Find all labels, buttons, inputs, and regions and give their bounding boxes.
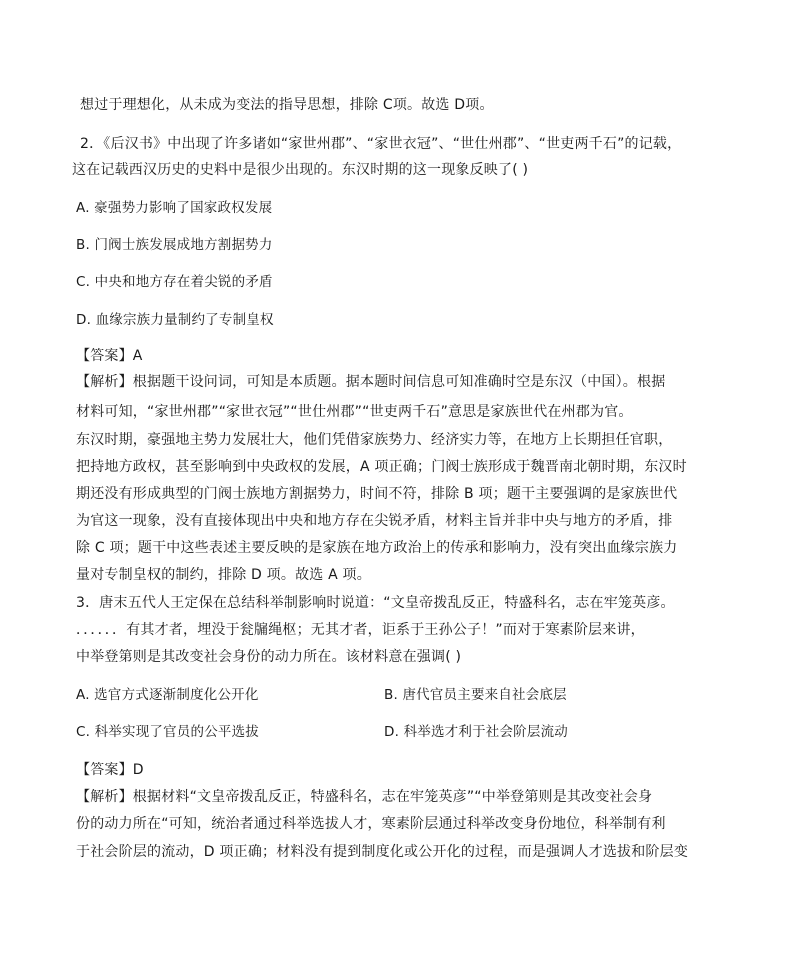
option-c: C. 科举实现了官员的公平选拔 (76, 724, 260, 740)
option-d: D. 科举选才利于社会阶层流动 (384, 724, 568, 740)
text-line: 想过于理想化，从未成为变法的指导思想，排除 C项。故选 D项。 (80, 97, 494, 113)
analysis-line: 量对专制皇权的制约，排除 D 项。故选 A 项。 (76, 567, 371, 583)
question-3-stem: 3．唐末五代人王定保在总结科举制影响时说道：“文皇帝拨乱反正，特盛科名，志在牢笼英彦。 (76, 595, 675, 611)
answer-label: 【答案】D (76, 762, 144, 778)
analysis-line: 【解析】根据材料“文皇帝拨乱反正，特盛科名，志在牢笼英彦”“中举登第则是其改变社会身 (76, 789, 653, 805)
analysis-line: 为官这一现象，没有直接体现出中央和地方存在尖锐矛盾，材料主旨并非中央与地方的矛盾，排 (76, 513, 673, 529)
answer-label: 【答案】A (76, 348, 143, 364)
option-b: B. 门阀士族发展成地方割据势力 (76, 237, 273, 253)
question-3-stem: ．．．．．．有其才者，埋没于瓮牖绳枢；无其才者，讵系于王孙公子！”而对于寒素阶层来讲， (76, 622, 645, 638)
option-a: A. 选官方式逐渐制度化公开化 (76, 687, 259, 703)
analysis-line: 材料可知，“家世州郡”“家世衣冠”“世仕州郡”“世吏两千石”意思是家族世代在州郡为官。 (76, 404, 633, 420)
option-c: C. 中央和地方存在着尖锐的矛盾 (76, 274, 273, 290)
question-2-stem: 这在记载西汉历史的史料中是很少出现的。东汉时期的这一现象反映了( ) (72, 162, 529, 178)
analysis-line: 【解析】根据题干设问词，可知是本质题。据本题时间信息可知准确时空是东汉（中国）。根据 (76, 374, 666, 390)
question-2-stem: 2．《后汉书》中出现了许多诸如“家世州郡”、“家世衣冠”、“世仕州郡”、“世吏两千石”的记载， (80, 136, 682, 152)
analysis-line: 于社会阶层的流动，D 项正确；材料没有提到制度化或公开化的过程，而是强调人才选拔和阶层变 (76, 844, 689, 860)
analysis-line: 把持地方政权，甚至影响到中央政权的发展，A 项正确；门阀士族形成于魏晋南北朝时期，东汉时 (76, 459, 687, 475)
analysis-line: 期还没有形成典型的门阀士族地方割据势力，时间不符，排除 B 项；题干主要强调的是家族世代 (76, 486, 678, 502)
analysis-line: 东汉时期，豪强地主势力发展壮大，他们凭借家族势力、经济实力等，在地方上长期担任官职， (76, 432, 673, 448)
analysis-line: 份的动力所在“可知，统治者通过科举选拔人才，寒素阶层通过科举改变身份地位，科举制有利 (76, 816, 666, 832)
question-3-stem: 中举登第则是其改变社会身份的动力所在。该材料意在强调( ) (76, 649, 462, 665)
analysis-line: 除 C 项；题干中这些表述主要反映的是家族在地方政治上的传承和影响力，没有突出血缘宗族力 (76, 540, 678, 556)
option-a: A. 豪强势力影响了国家政权发展 (76, 200, 273, 216)
option-d: D. 血缘宗族力量制约了专制皇权 (76, 312, 274, 328)
option-b: B. 唐代官员主要来自社会底层 (384, 687, 567, 703)
